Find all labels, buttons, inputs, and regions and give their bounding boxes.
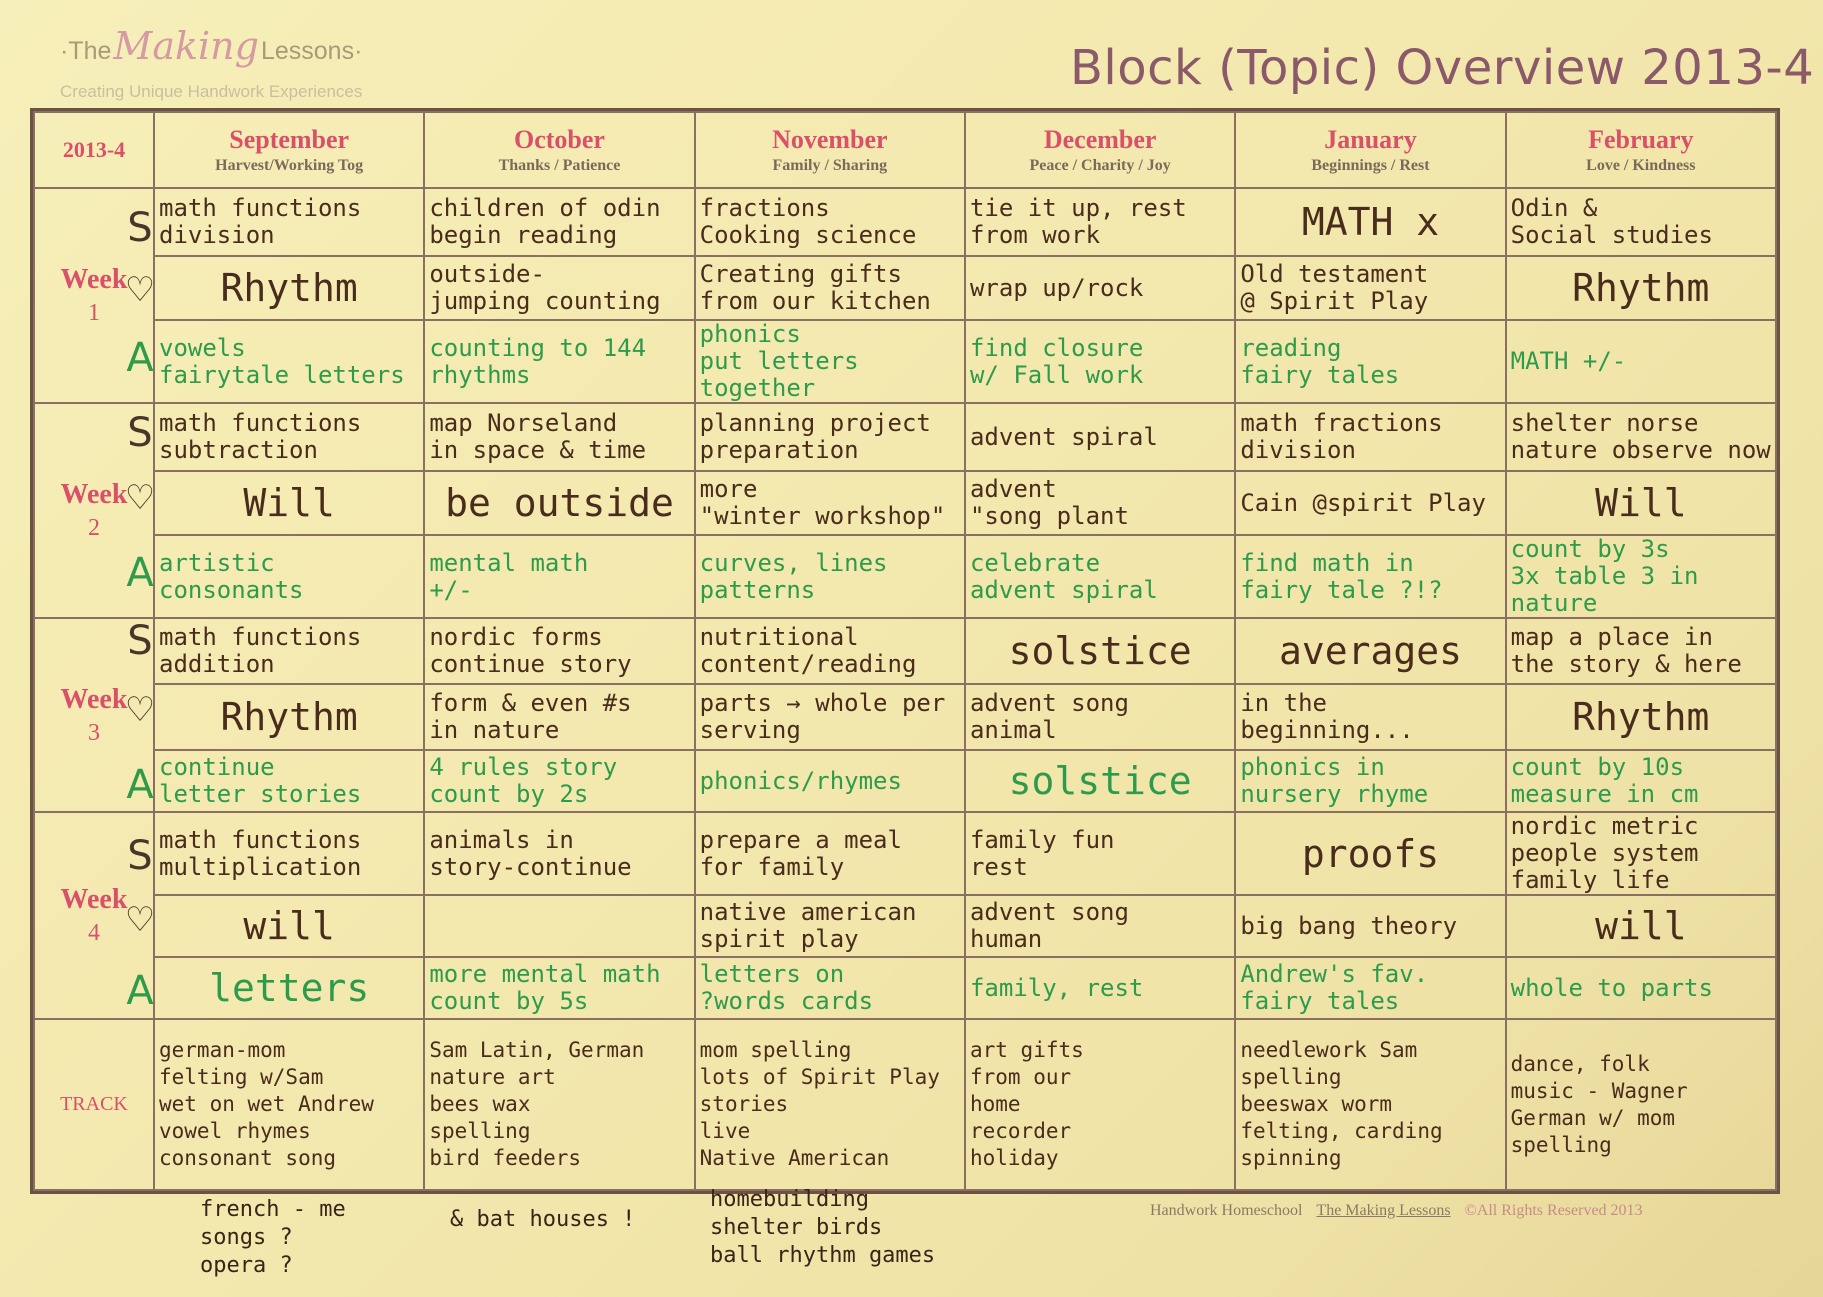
month-header-february (1506, 112, 1776, 188)
w1-h-feb: Rhythm (1506, 256, 1776, 320)
w4-s-code: S (127, 833, 153, 879)
brand-tagline: Creating Unique Handwork Experiences (60, 82, 363, 101)
w3-a-feb: count by 10s measure in cm (1506, 750, 1776, 812)
w3-h-jan: in the beginning... (1235, 684, 1505, 750)
w3-s-sep: math functions addition (154, 618, 424, 684)
week-number: 1 (88, 300, 100, 326)
week-word: Week (60, 884, 128, 915)
w2-heart-icon: ♡ (124, 478, 156, 518)
month-header-november (695, 112, 965, 188)
w3-a-code: A (126, 762, 154, 808)
w2-a-jan: find math in fairy tale ?!? (1235, 535, 1505, 618)
week1-s-row (34, 188, 1776, 256)
w1-heart-icon: ♡ (124, 270, 156, 310)
w1-s-code: S (127, 205, 153, 251)
w3-a-sep: continue letter stories (154, 750, 424, 812)
w2-s-code: S (127, 410, 153, 456)
week1-heart-row (34, 256, 1776, 320)
footer-left: Handwork Homeschool (1150, 1202, 1303, 1219)
w3-s-dec: solstice (965, 618, 1235, 684)
month-header-january (1235, 112, 1505, 188)
week-number: 4 (88, 920, 100, 946)
w3-a-nov: phonics/rhymes (695, 750, 965, 812)
w3-h-oct: form & even #s in nature (424, 684, 694, 750)
week-word: Week (60, 479, 128, 510)
track-sep: german-mom felting w/Sam wet on wet Andrew vowel rhymes consonant song (154, 1019, 424, 1190)
track-nov: mom spelling lots of Spirit Play stories live Native American (695, 1019, 965, 1190)
week3-heart-row (34, 684, 1776, 750)
header-row (34, 112, 1776, 188)
notes-col3: homebuilding shelter birds ball rhythm games (710, 1187, 936, 1268)
w2-s-dec: advent spiral (965, 403, 1235, 471)
footer-link: The Making Lessons (1316, 1202, 1451, 1219)
w1-h-sep: Rhythm (154, 256, 424, 320)
month-theme: Harvest/Working Tog (215, 157, 364, 174)
w1-s-sep: math functions division (154, 188, 424, 256)
month-theme: Family / Sharing (772, 157, 888, 174)
w2-h-oct: be outside (424, 471, 694, 535)
w2-a-dec: celebrate advent spiral (965, 535, 1235, 618)
w1-s-dec: tie it up, rest from work (965, 188, 1235, 256)
w2-s-sep: math functions subtraction (154, 403, 424, 471)
w2-h-nov: more "winter workshop" (695, 471, 965, 535)
w4-a-code: A (126, 968, 154, 1014)
w2-a-nov: curves, lines patterns (695, 535, 965, 618)
week4-a-row (34, 957, 1776, 1019)
w2-a-code: A (126, 550, 154, 596)
week2-a-row (34, 535, 1776, 618)
brand-logo (60, 24, 362, 68)
month-theme: Beginnings / Rest (1311, 157, 1430, 174)
month-theme: Love / Kindness (1586, 157, 1696, 174)
w1-s-nov: fractions Cooking science (695, 188, 965, 256)
w3-h-dec: advent song animal (965, 684, 1235, 750)
w1-a-oct: counting to 144 rhythms (424, 320, 694, 403)
w1-a-dec: find closure w/ Fall work (965, 320, 1235, 403)
w4-h-jan: big bang theory (1235, 895, 1505, 957)
w3-s-oct: nordic forms continue story (424, 618, 694, 684)
week-number: 2 (88, 515, 100, 541)
week-word: Week (60, 264, 128, 295)
month-name: November (772, 125, 888, 154)
page-footer (1150, 1202, 1643, 1220)
w3-a-jan: phonics in nursery rhyme (1235, 750, 1505, 812)
week2-s-row (34, 403, 1776, 471)
w2-h-dec: advent "song plant (965, 471, 1235, 535)
w4-h-nov: native american spirit play (695, 895, 965, 957)
month-header-december (965, 112, 1235, 188)
track-row (34, 1019, 1776, 1190)
w1-h-dec: wrap up/rock (965, 256, 1235, 320)
w4-h-sep: will (154, 895, 424, 957)
notes-col1: french - me songs ? opera ? (200, 1197, 346, 1278)
w2-a-oct: mental math +/- (424, 535, 694, 618)
w4-heart-icon: ♡ (124, 900, 156, 940)
w3-heart-icon: ♡ (124, 690, 156, 730)
w1-a-code: A (126, 335, 154, 381)
month-theme: Peace / Charity / Joy (1029, 157, 1171, 174)
w2-s-feb: shelter norse nature observe now (1506, 403, 1776, 471)
w1-a-sep: vowels fairytale letters (154, 320, 424, 403)
w3-s-code: S (127, 618, 153, 664)
overview-table (33, 111, 1777, 1191)
track-label: TRACK (34, 1019, 154, 1190)
w2-s-nov: planning project preparation (695, 403, 965, 471)
week2-heart-row (34, 471, 1776, 535)
month-name: October (514, 125, 605, 154)
w2-h-feb: Will (1506, 471, 1776, 535)
w3-s-jan: averages (1235, 618, 1505, 684)
w3-s-feb: map a place in the story & here (1506, 618, 1776, 684)
w2-s-oct: map Norseland in space & time (424, 403, 694, 471)
overview-grid (30, 108, 1780, 1194)
w4-h-feb: will (1506, 895, 1776, 957)
w1-h-oct: outside- jumping counting (424, 256, 694, 320)
w4-s-jan: proofs (1235, 812, 1505, 895)
track-dec: art gifts from our home recorder holiday (965, 1019, 1235, 1190)
month-name: December (1043, 125, 1157, 154)
brand-lessons: Lessons· (260, 37, 363, 65)
week3-s-row (34, 618, 1776, 684)
week3-a-row (34, 750, 1776, 812)
w4-s-dec: family fun rest (965, 812, 1235, 895)
w4-a-sep: letters (154, 957, 424, 1019)
w3-s-nov: nutritional content/reading (695, 618, 965, 684)
month-header-september (154, 112, 424, 188)
w2-h-jan: Cain @spirit Play (1235, 471, 1505, 535)
w1-a-nov: phonics put letters together (695, 320, 965, 403)
w4-a-feb: whole to parts (1506, 957, 1776, 1019)
month-name: January (1324, 125, 1417, 154)
week-word: Week (60, 683, 128, 715)
w4-h-oct (424, 895, 694, 957)
month-name: February (1588, 125, 1694, 154)
w3-a-dec: solstice (965, 750, 1235, 812)
w4-s-nov: prepare a meal for family (695, 812, 965, 895)
w4-a-nov: letters on ?words cards (695, 957, 965, 1019)
w3-h-nov: parts → whole per serving (695, 684, 965, 750)
week1-a-row (34, 320, 1776, 403)
w4-s-oct: animals in story-continue (424, 812, 694, 895)
document-title: Block (Topic) Overview 2013-4 (1070, 40, 1815, 96)
w4-s-feb: nordic metric people system family life (1506, 812, 1776, 895)
w1-a-jan: reading fairy tales (1235, 320, 1505, 403)
w4-a-dec: family, rest (965, 957, 1235, 1019)
w2-a-feb: count by 3s 3x table 3 in nature (1506, 535, 1776, 618)
w3-h-feb: Rhythm (1506, 684, 1776, 750)
brand-making: Making (113, 24, 259, 68)
week-number: 3 (88, 719, 100, 746)
w2-h-sep: Will (154, 471, 424, 535)
footer-copyright: ©All Rights Reserved 2013 (1464, 1202, 1643, 1219)
month-theme: Thanks / Patience (498, 157, 621, 174)
year-label: 2013-4 (34, 112, 154, 188)
w1-s-feb: Odin & Social studies (1506, 188, 1776, 256)
w4-h-dec: advent song human (965, 895, 1235, 957)
month-header-october (424, 112, 694, 188)
w2-a-sep: artistic consonants (154, 535, 424, 618)
track-jan: needlework Sam spelling beeswax worm felting, carding spinning (1235, 1019, 1505, 1190)
track-feb: dance, folk music - Wagner German w/ mom spelling (1506, 1019, 1776, 1190)
w3-a-oct: 4 rules story count by 2s (424, 750, 694, 812)
w3-h-sep: Rhythm (154, 684, 424, 750)
week4-s-row (34, 812, 1776, 895)
w1-h-jan: Old testament @ Spirit Play (1235, 256, 1505, 320)
w1-h-nov: Creating gifts from our kitchen (695, 256, 965, 320)
w1-a-feb: MATH +/- (1506, 320, 1776, 403)
track-oct: Sam Latin, German nature art bees wax spelling bird feeders (424, 1019, 694, 1190)
brand-the: ·The (60, 37, 112, 65)
w4-s-sep: math functions multiplication (154, 812, 424, 895)
w4-a-oct: more mental math count by 5s (424, 957, 694, 1019)
month-name: September (229, 125, 350, 154)
w4-a-jan: Andrew's fav. fairy tales (1235, 957, 1505, 1019)
w1-s-oct: children of odin begin reading (424, 188, 694, 256)
w1-s-jan: MATH x (1235, 188, 1505, 256)
notes-col2: & bat houses ! (450, 1207, 636, 1232)
week4-heart-row (34, 895, 1776, 957)
w2-s-jan: math fractions division (1235, 403, 1505, 471)
